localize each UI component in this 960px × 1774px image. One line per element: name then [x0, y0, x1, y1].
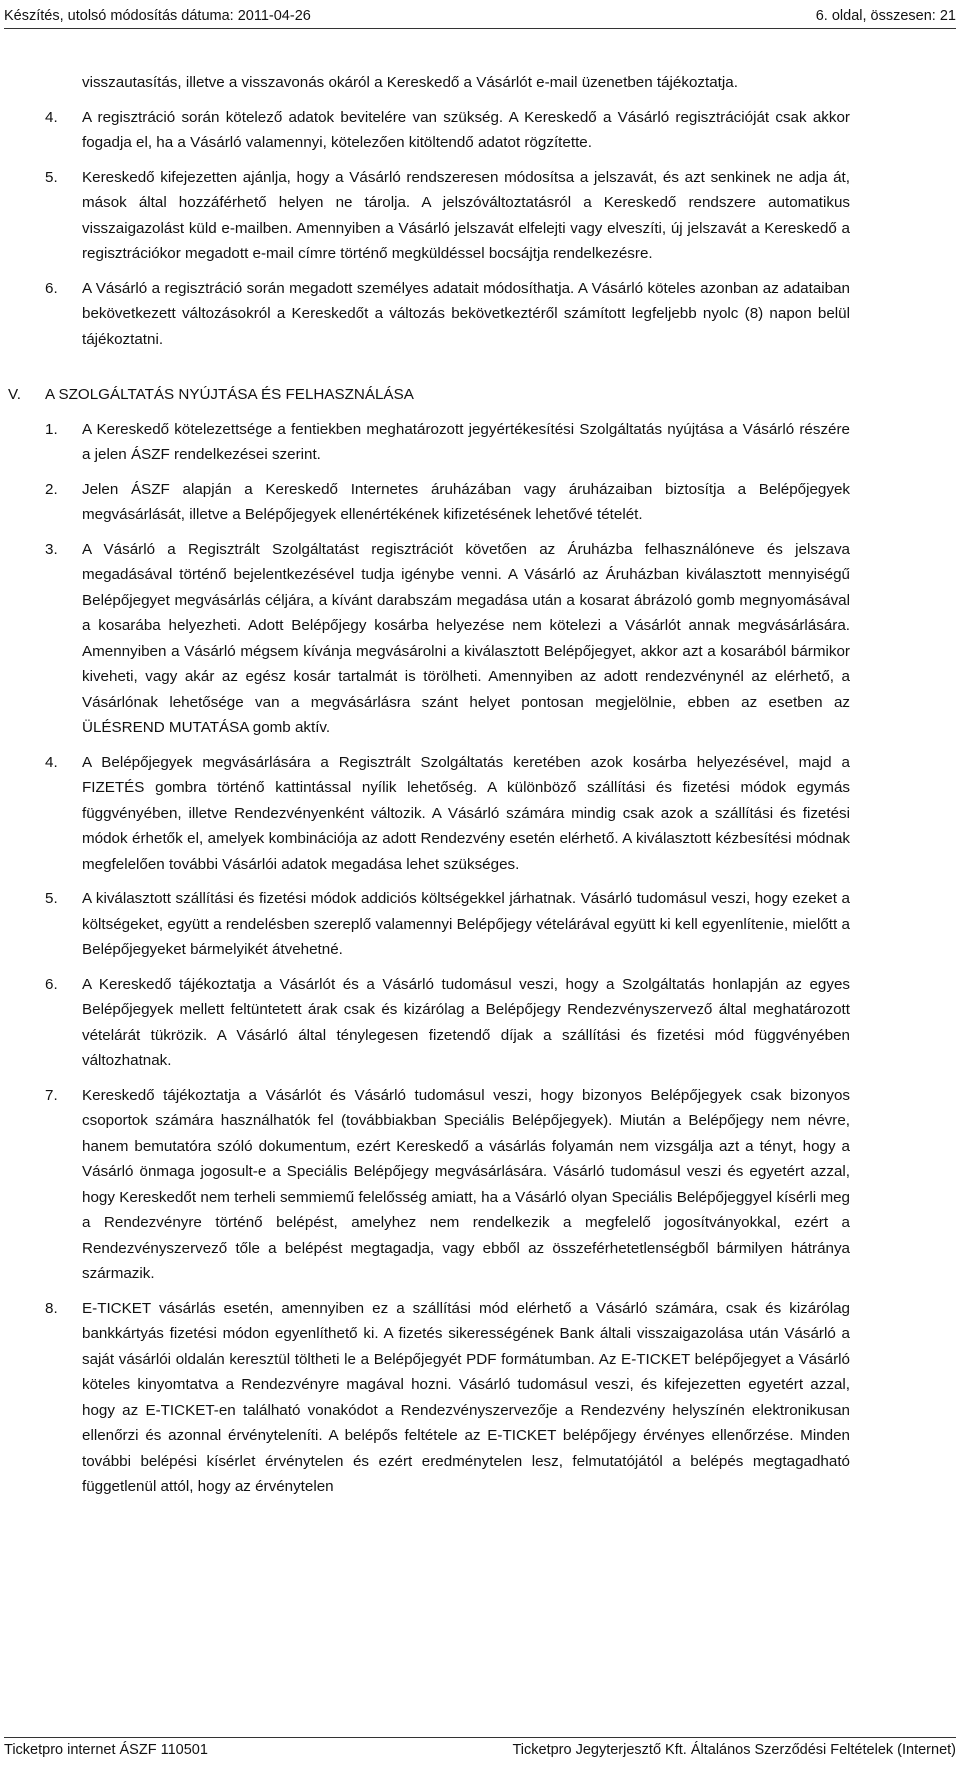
list-item — [45, 750, 850, 878]
footer-divider — [4, 1737, 956, 1738]
list-b — [45, 417, 850, 1500]
item-number: 1. — [45, 420, 58, 438]
item-text: A Vásárló a regisztráció során megadott személyes adatait módosíthatja. A Vásárló köteles azonban az adataiban bekövetkezett változásokról a Kereskedőt a változás bekövetkeztéről számított legfeljebb nyolc (8) napon belül tájékoztatni. — [82, 279, 850, 348]
section-heading — [8, 382, 850, 408]
list-item — [45, 165, 850, 267]
item-number: 8. — [45, 1299, 58, 1317]
header-page-number: 6. oldal, összesen: 21 — [815, 8, 956, 24]
list-item — [45, 1083, 850, 1287]
footer-doc-title: Ticketpro Jegyterjesztő Kft. Általános Szerződési Feltételek (Internet) — [512, 1742, 956, 1758]
item-number: 4. — [45, 108, 58, 126]
list-item — [45, 105, 850, 156]
item-number: 2. — [45, 480, 58, 498]
item-text: Kereskedő kifejezetten ajánlja, hogy a Vásárló rendszeresen módosítsa a jelszavát, és azt senkinek ne adja át, mások által hozzáférhető helyen ne tárolja. A jelszóváltoztatásról a Kereskedő rendszere automatikus visszaigazolást küld e-mailben. Amennyiben a Vásárló jelszavát elfelejti vagy elveszíti, új jelszavát a Kereskedő a regisztrációkor megadott e-mail címre történő megküldéssel bocsájtja rendelkezésre. — [82, 168, 850, 262]
section-title: A SZOLGÁLTATÁS NYÚJTÁSA ÉS FELHASZNÁLÁSA — [45, 386, 414, 403]
item-number: 4. — [45, 753, 58, 771]
header-divider — [4, 28, 956, 29]
list-item — [45, 1296, 850, 1500]
item-text: A kiválasztott szállítási és fizetési módok addiciós költségekkel járhatnak. Vásárló tudomásul veszi, hogy ezeket a költségeket, együtt a rendelésben szereplő valamennyi Belépőjegy vételárával együtt ki kell egyenlítenie, mielőtt a Belépőjegyeket bármelyikét átvehetné. — [82, 890, 850, 958]
section-number: V. — [8, 386, 21, 403]
item-text: Kereskedő tájékoztatja a Vásárlót és Vásárló tudomásul veszi, hogy bizonyos Belépőjegyek csak bizonyos csoportok számára használhatók fel (továbbiakban Speciális Belépőjegyek). Miután a Belépőjegy nem névre, hanem bemutatóra szóló dokumentum, ezért Kereskedő a vásárlás folyamán nem vizsgálja azt a tényt, hogy a Vásárló önmaga jogosult-e a Speciális Belépőjegy megvásárlására. Vásárló tudomásul veszi és egyetért azzal, hogy Kereskedőt nem terheli semmiemű felelősség amiatt, ha a Vásárló olyan Speciális Belépőjeggyel kísérli meg a Rendezvényre történő belépést, amelyhez nem rendelkezik a megfelelő jogosítványokkal, ezért a Rendezvényszervező tőle a belépést megtagadja, vagy ebből az összeférhetetlenségből bármilyen hátránya származik. — [82, 1086, 850, 1282]
document-body — [8, 70, 850, 1509]
item-text: E-TICKET vásárlás esetén, amennyiben ez a szállítási mód elérhető a Vásárló számára, csak és kizárólag bankkártyás fizetési módon egyenlíthető ki. A fizetés sikerességének Bank általi visszaigazolása után Vásárló a saját vásárlói oldalán keresztül töltheti le a Belépőjegyét PDF formátumban. Az E-TICKET belépőjegyet a Vásárló köteles kinyomtatva a Rendezvényre magával hozni. Vásárló tudomásul veszi, és kifejezetten egyetért azzal, hogy az E-TICKET-en található vonakódot a Rendezvényszervezője a Rendezvény helyszínén elektronikusan ellenőrzi és azonnal érvényteleníti. A belépős feltétele az E-TICKET belépőjegy érvényes ellenőrzése. Minden további belépési kísérlet érvénytelen és ezért eredménytelen lesz, felmutatójától a belépés megtagadható függetlenül attól, hogy az érvénytelen — [82, 1299, 850, 1495]
list-item — [45, 886, 850, 963]
item-number: 5. — [45, 890, 58, 907]
page-footer — [4, 1740, 956, 1762]
header-date: Készítés, utolsó módosítás dátuma: 2011-04-26 — [4, 8, 311, 24]
item-number: 6. — [45, 975, 58, 993]
item-text: Jelen ÁSZF alapján a Kereskedő Internetes áruházában vagy áruházaiban biztosítja a Belépőjegyek megvásárlását, illetve a Belépőjegyek ellenértékének kifizetésének lehetővé tételét. — [82, 480, 850, 523]
item-text: A Kereskedő kötelezettsége a fentiekben meghatározott jegyértékesítési Szolgáltatás nyújtása a Vásárló részére a jelen ÁSZF rendelkezései szerint. — [82, 420, 850, 463]
list-item — [45, 417, 850, 468]
list-item — [45, 537, 850, 741]
item-number: 6. — [45, 279, 58, 297]
page-header — [4, 6, 956, 28]
list-a — [45, 105, 850, 353]
list-item — [45, 276, 850, 353]
item-number: 7. — [45, 1086, 58, 1104]
item-text: A Kereskedő tájékoztatja a Vásárlót és a Vásárló tudomásul veszi, hogy a Szolgáltatás honlapján az egyes Belépőjegyek mellett feltüntetett árak csak és kizárólag a Belépőjegy Rendezvényszervező által meghatározott vételárát tükrözik. A Vásárló által ténylegesen fizetendő díjak a szállítási és fizetési mód függvényében változhatnak. — [82, 975, 850, 1069]
footer-doc-id: Ticketpro internet ÁSZF 110501 — [4, 1742, 208, 1758]
item-number: 5. — [45, 168, 58, 186]
list-item — [45, 477, 850, 528]
item-text: A Belépőjegyek megvásárlására a Regisztrált Szolgáltatás keretében azok kosárba helyezésével, majd a FIZETÉS gombra történő kattintással nyílik lehetőség. A különböző szállítási és fizetési módok egymás függvényében, illetve Rendezvényenként változik. A Vásárló számára mindig csak azok a szállítási és fizetési módok érhetők el, amelyek kombinációja az adott Rendezvény esetén elérhető. A kiválasztott kézbesítési módnak megfelelően további Vásárlói adatok megadása lehet szükséges. — [82, 753, 850, 873]
item-number: 3. — [45, 540, 58, 558]
item-text: A regisztráció során kötelező adatok bevitelére van szükség. A Kereskedő a Vásárló regisztrációját csak akkor fogadja el, ha a Vásárló valamennyi, kötelezően kitöltendő adatot rögzítette. — [82, 108, 850, 151]
intro-paragraph: visszautasítás, illetve a visszavonás okáról a Kereskedő a Vásárlót e-mail üzenetben tájékoztatja. — [82, 74, 738, 91]
item-text: A Vásárló a Regisztrált Szolgáltatást regisztrációt követően az Áruházba felhasználóneve és jelszava megadásával történő bejelentkezésével tudja igénybe venni. A Vásárló az Áruházban kiválasztott mennyiségű Belépőjegyet megvásárlás céljára, a kívánt darabszám megadása után a kosarat ábrázoló gomb megnyomásával a kosarába helyezheti. Adott Belépőjegy kosárba helyezése nem kötelezi a Vásárlót annak megvásárlására. Amennyiben a Vásárló mégsem kívánja megvásárolni a kiválasztott Belépőjegyet, akkor azt a kosarából bármikor kiveheti, vagy akár az egész kosár tartalmát is törölheti. Amennyiben az adott rendezvénynél az elérhető, a Vásárlónak lehetősége van a megvásárlásra szánt helyet pontosan megjelölnie, ebben az esetben az ÜLÉSREND MUTATÁSA gomb aktív. — [82, 540, 850, 736]
list-item — [45, 972, 850, 1074]
